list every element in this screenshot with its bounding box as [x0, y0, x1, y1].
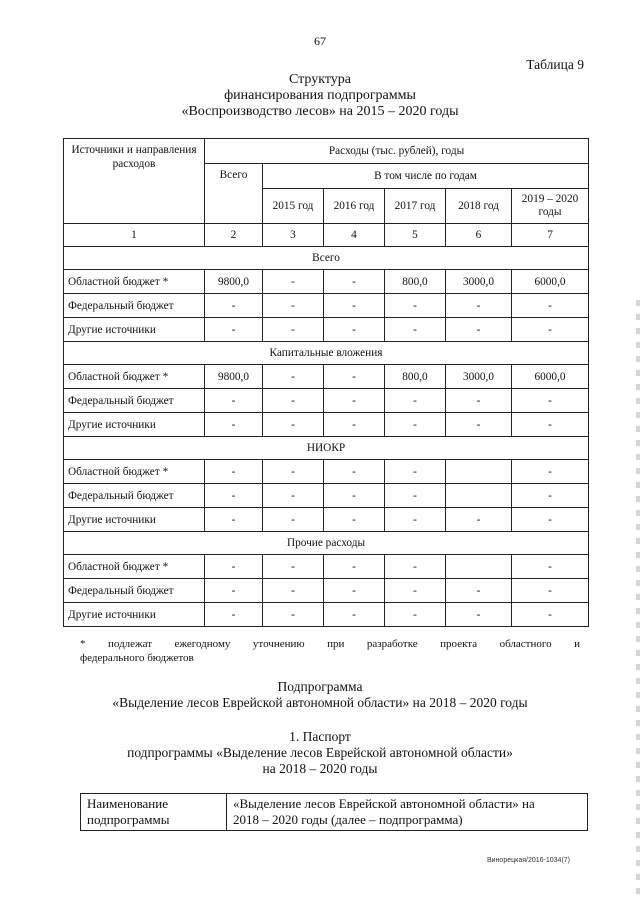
table-row [64, 365, 589, 389]
value-cell: - [512, 508, 589, 532]
value-cell: - [324, 484, 385, 508]
value-cell: - [385, 460, 446, 484]
title-line-2: финансирования подпрограммы [224, 88, 416, 103]
footnote-line-2: федерального бюджетов [80, 652, 194, 664]
value-cell [446, 484, 512, 508]
source-cell: Федеральный бюджет [64, 484, 205, 508]
value-cell: - [263, 270, 324, 294]
header-total: Всего [205, 164, 263, 224]
passport-subtitle: подпрограммы «Выделение лесов Еврейской автономной области» [127, 745, 513, 760]
column-number: 7 [512, 224, 589, 247]
value-cell: - [446, 579, 512, 603]
value-cell: 9800,0 [205, 365, 263, 389]
table-row [64, 484, 589, 508]
section-row [64, 532, 589, 555]
value-cell: - [324, 270, 385, 294]
source-cell: Другие источники [64, 508, 205, 532]
value-cell: - [446, 389, 512, 413]
value-cell: - [205, 318, 263, 342]
value-cell: 3000,0 [446, 365, 512, 389]
value-cell: - [324, 413, 385, 437]
section-title: Прочие расходы [64, 532, 589, 555]
value-cell: - [512, 484, 589, 508]
value-cell [446, 555, 512, 579]
value-cell: - [205, 508, 263, 532]
table-row [64, 579, 589, 603]
header-year-2018: 2018 год [446, 189, 512, 224]
financing-table [63, 138, 589, 627]
value-cell: - [385, 318, 446, 342]
value-cell: - [446, 294, 512, 318]
value-cell: - [385, 579, 446, 603]
header-sources: Источники и направления расходов [64, 139, 205, 224]
column-number: 5 [385, 224, 446, 247]
value-cell: - [324, 389, 385, 413]
value-cell: - [385, 555, 446, 579]
value-cell [446, 460, 512, 484]
value-cell: - [205, 555, 263, 579]
value-cell: - [263, 389, 324, 413]
value-cell: - [263, 318, 324, 342]
table-row [64, 460, 589, 484]
value-cell: - [446, 508, 512, 532]
section-row [64, 247, 589, 270]
value-cell: - [263, 603, 324, 627]
source-cell: Другие источники [64, 318, 205, 342]
value-cell: - [324, 603, 385, 627]
page-number: 67 [314, 34, 326, 48]
passport-name-label [81, 794, 227, 831]
value-cell: - [205, 579, 263, 603]
column-number: 6 [446, 224, 512, 247]
value-cell: - [324, 365, 385, 389]
header-by-year: В том числе по годам [263, 164, 589, 189]
value-cell: 800,0 [385, 270, 446, 294]
value-cell: - [385, 603, 446, 627]
section-row [64, 437, 589, 460]
subprogram-title: «Выделение лесов Еврейской автономной области» на 2018 – 2020 годы [112, 695, 528, 710]
passport-name-value-line2: 2018 – 2020 годы (далее – подпрограмма) [233, 812, 463, 827]
value-cell: - [263, 579, 324, 603]
source-cell: Федеральный бюджет [64, 389, 205, 413]
value-cell: - [263, 508, 324, 532]
section-title: Всего [64, 247, 589, 270]
value-cell: - [324, 294, 385, 318]
source-cell: Федеральный бюджет [64, 579, 205, 603]
header-year-2015: 2015 год [263, 189, 324, 224]
table-row [64, 318, 589, 342]
passport-years: на 2018 – 2020 годы [262, 761, 378, 776]
value-cell: - [205, 484, 263, 508]
passport-name-value [227, 794, 588, 831]
table-row [64, 294, 589, 318]
source-cell: Областной бюджет * [64, 555, 205, 579]
value-cell: - [205, 603, 263, 627]
column-number: 2 [205, 224, 263, 247]
value-cell: 9800,0 [205, 270, 263, 294]
value-cell: - [385, 508, 446, 532]
value-cell: - [512, 389, 589, 413]
value-cell: - [324, 460, 385, 484]
value-cell: - [324, 579, 385, 603]
value-cell: - [512, 413, 589, 437]
section-title: Капитальные вложения [64, 342, 589, 365]
title-line-1: Структура [288, 72, 352, 87]
value-cell: - [205, 413, 263, 437]
value-cell: - [205, 389, 263, 413]
section-title: НИОКР [64, 437, 589, 460]
passport-name-value-line1: «Выделение лесов Еврейской автономной области» на [233, 796, 535, 811]
value-cell: - [512, 603, 589, 627]
footnote-line-1: * подлежат ежегодному уточнению при разработке проекта областного и [80, 638, 580, 650]
passport-name-label-line1: Наименование [87, 796, 168, 811]
value-cell: - [263, 555, 324, 579]
header-year-2019-2020: 2019 – 2020 годы [512, 189, 589, 224]
value-cell: - [446, 603, 512, 627]
table-row [64, 603, 589, 627]
value-cell: - [512, 460, 589, 484]
value-cell: - [512, 555, 589, 579]
value-cell: 800,0 [385, 365, 446, 389]
header-year-2016: 2016 год [324, 189, 385, 224]
header-year-2017: 2017 год [385, 189, 446, 224]
table-row [64, 555, 589, 579]
source-cell: Федеральный бюджет [64, 294, 205, 318]
value-cell: 3000,0 [446, 270, 512, 294]
table-row [64, 413, 589, 437]
table-row [64, 270, 589, 294]
section-row [64, 342, 589, 365]
passport-name-label-line2: подпрограммы [87, 812, 170, 827]
source-cell: Областной бюджет * [64, 365, 205, 389]
column-number: 3 [263, 224, 324, 247]
value-cell: - [263, 484, 324, 508]
value-cell: - [263, 460, 324, 484]
source-cell: Областной бюджет * [64, 460, 205, 484]
table-row [64, 508, 589, 532]
passport-table [80, 793, 588, 831]
value-cell: 6000,0 [512, 365, 589, 389]
value-cell: - [385, 484, 446, 508]
value-cell: - [512, 318, 589, 342]
value-cell: - [512, 294, 589, 318]
value-cell: - [385, 413, 446, 437]
value-cell: - [446, 413, 512, 437]
value-cell: - [205, 294, 263, 318]
value-cell: - [205, 460, 263, 484]
scan-edge-mark [636, 300, 640, 900]
value-cell: - [263, 413, 324, 437]
source-cell: Областной бюджет * [64, 270, 205, 294]
value-cell: - [324, 508, 385, 532]
value-cell: - [512, 579, 589, 603]
table-row [64, 389, 589, 413]
header-expenses: Расходы (тыс. рублей), годы [205, 139, 589, 164]
table-label: Таблица 9 [526, 57, 584, 72]
value-cell: - [385, 389, 446, 413]
title-line-3: «Воспроизводство лесов» на 2015 – 2020 годы [181, 104, 459, 119]
value-cell: - [385, 294, 446, 318]
source-cell: Другие источники [64, 413, 205, 437]
value-cell: - [324, 318, 385, 342]
subprogram-label: Подпрограмма [277, 679, 363, 694]
passport-heading: 1. Паспорт [289, 729, 351, 744]
value-cell: - [263, 365, 324, 389]
value-cell: - [263, 294, 324, 318]
source-cell: Другие источники [64, 603, 205, 627]
column-number: 4 [324, 224, 385, 247]
column-number: 1 [64, 224, 205, 247]
value-cell: - [446, 318, 512, 342]
document-stamp: Винорецкая/2016-1034(7) [486, 857, 570, 864]
value-cell: - [324, 555, 385, 579]
value-cell: 6000,0 [512, 270, 589, 294]
